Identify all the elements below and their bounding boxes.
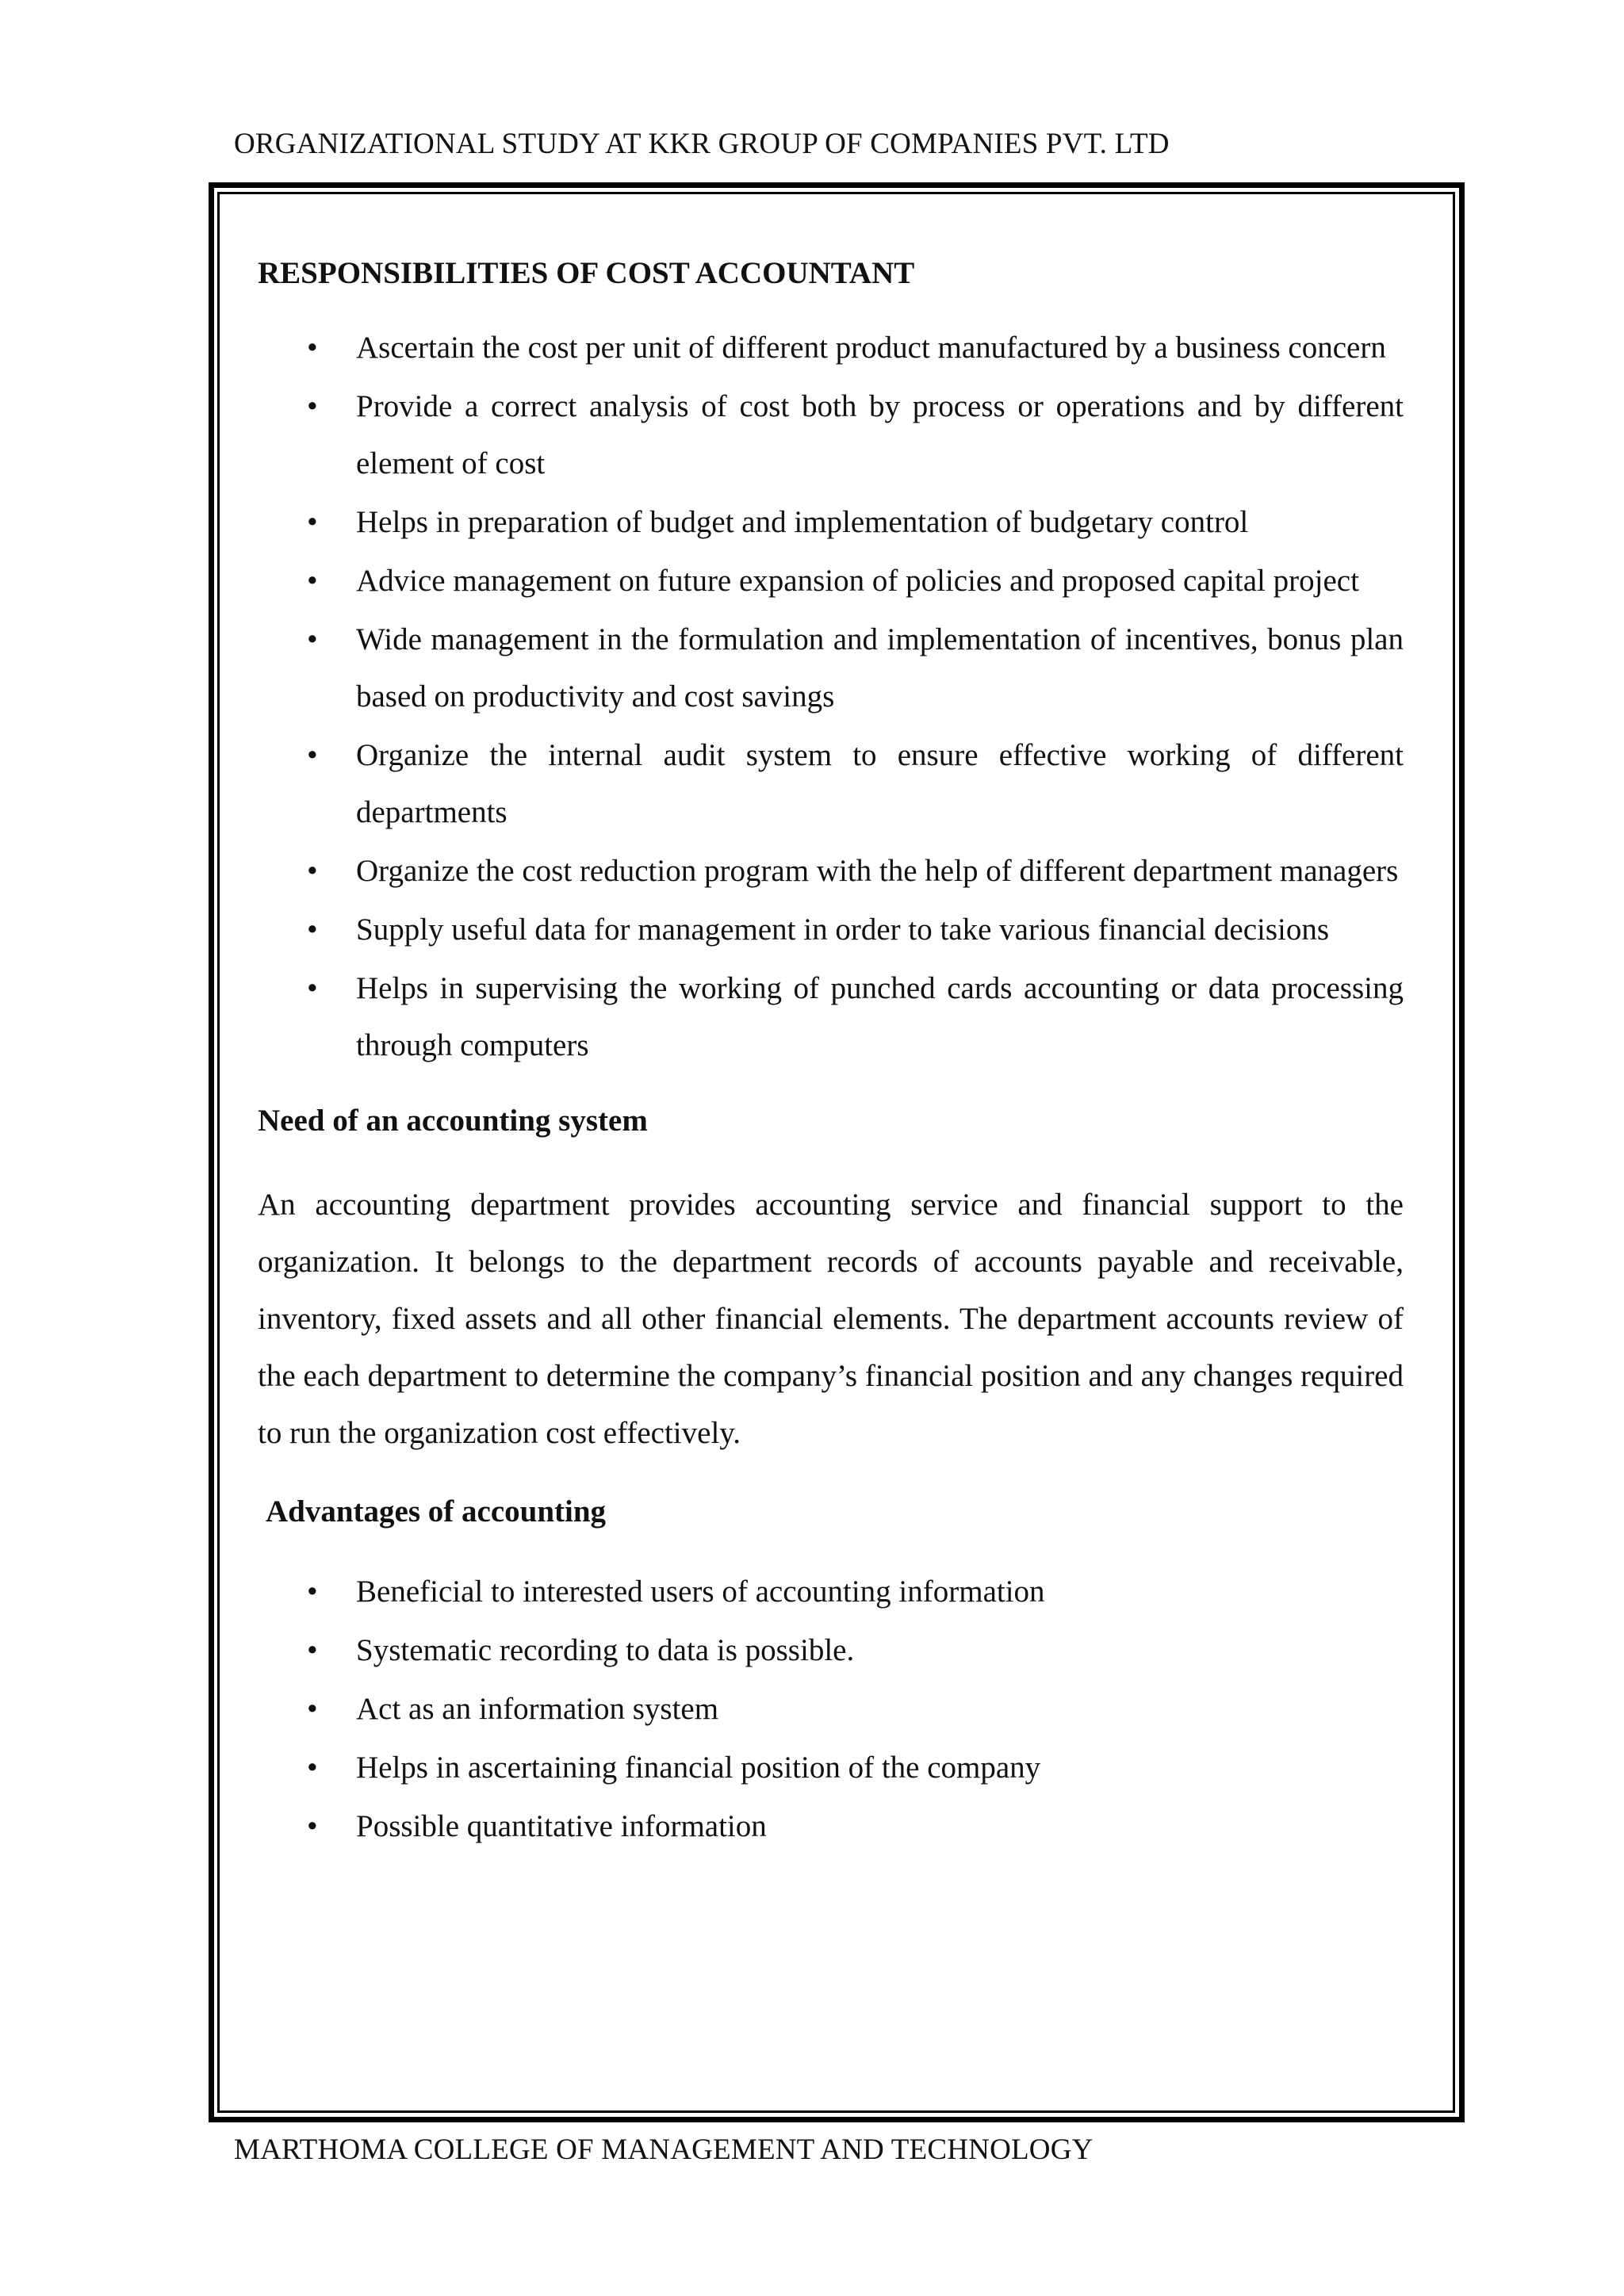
advantages-list	[258, 1563, 1404, 1855]
list-item: • Ascertain the cost per unit of different product manufactured by a business concern	[356, 320, 1404, 377]
list-item: • Possible quantitative information	[356, 1798, 1404, 1855]
section-title-responsibilities: RESPONSIBILITIES OF COST ACCOUNTANT	[258, 256, 915, 290]
list-item: • Systematic recording to data is possible.	[356, 1622, 1404, 1679]
list-item: • Helps in supervising the working of punched cards accounting or data processing through computers	[356, 960, 1404, 1074]
section-title-need: Need of an accounting system	[258, 1103, 648, 1138]
list-item: • Supply useful data for management in order to take various financial decisions	[356, 901, 1404, 959]
running-footer: MARTHOMA COLLEGE OF MANAGEMENT AND TECHNOLOGY	[234, 2133, 1094, 2166]
page-content	[258, 238, 1404, 1857]
list-item: • Helps in ascertaining financial position of the company	[356, 1739, 1404, 1797]
list-item: • Beneficial to interested users of accounting information	[356, 1563, 1404, 1621]
list-item: • Act as an information system	[356, 1681, 1404, 1738]
list-item: • Organize the cost reduction program with the help of different department managers	[356, 843, 1404, 900]
responsibilities-list	[258, 320, 1404, 1074]
running-header: ORGANIZATIONAL STUDY AT KKR GROUP OF COMPANIES PVT. LTD	[234, 128, 1170, 160]
need-paragraph: An accounting department provides accounting service and financial support to the organization. It belongs to the department records of accounts payable and receivable, inventory, fixed assets and all other financial elements. The department accounts review of the each department to determine the company’s financial position and any changes required to run the organization cost effectively.	[258, 1187, 1404, 1450]
list-item: • Helps in preparation of budget and implementation of budgetary control	[356, 494, 1404, 551]
section-title-advantages: Advantages of accounting	[266, 1494, 607, 1529]
list-item: • Wide management in the formulation and implementation of incentives, bonus plan based on productivity and cost savings	[356, 611, 1404, 725]
list-item: • Provide a correct analysis of cost both by process or operations and by different element of cost	[356, 378, 1404, 492]
list-item: • Organize the internal audit system to ensure effective working of different departments	[356, 727, 1404, 841]
list-item: • Advice management on future expansion of policies and proposed capital project	[356, 553, 1404, 610]
